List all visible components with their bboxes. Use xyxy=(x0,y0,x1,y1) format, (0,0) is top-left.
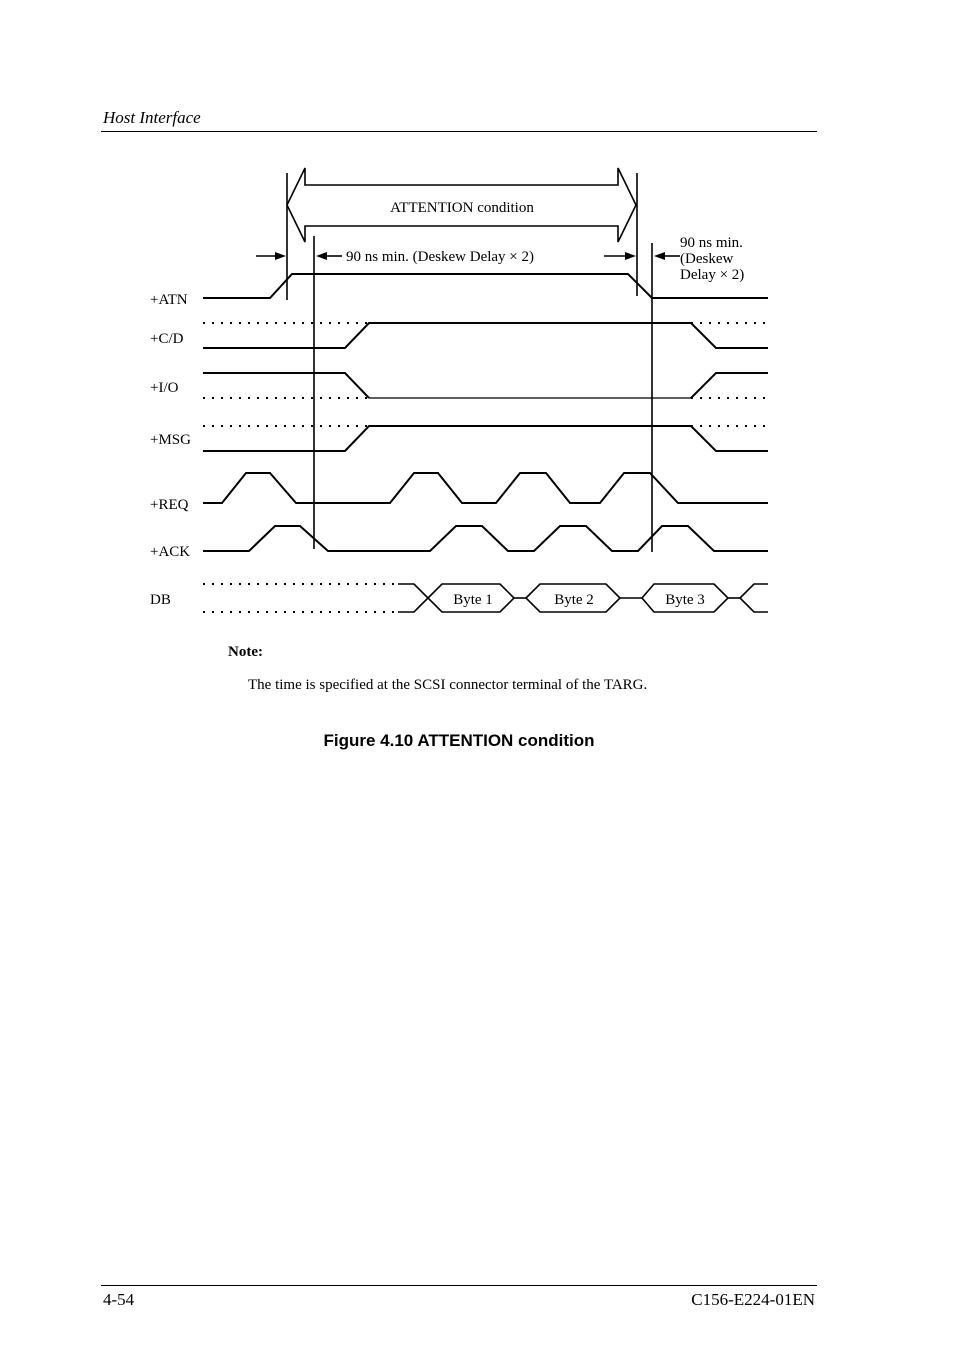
arrowhead xyxy=(316,252,327,260)
req-waveform xyxy=(203,473,768,503)
io-waveform xyxy=(691,373,768,398)
arrowhead xyxy=(654,252,665,260)
msg-waveform xyxy=(203,426,768,451)
signal-label: +C/D xyxy=(150,331,184,347)
footer-rule xyxy=(101,1285,817,1286)
signal-label: DB xyxy=(150,592,171,608)
signal-label: +ATN xyxy=(150,292,188,308)
attention-label: ATTENTION condition xyxy=(390,200,534,216)
note-text: The time is specified at the SCSI connector terminal of the TARG. xyxy=(248,677,648,693)
deskew-label-right: (Deskew xyxy=(680,251,734,267)
byte-label: Byte 3 xyxy=(665,592,705,608)
deskew-label-right: Delay × 2) xyxy=(680,267,745,283)
running-header: Host Interface xyxy=(103,108,201,127)
figure-caption: Figure 4.10 ATTENTION condition xyxy=(323,731,595,750)
byte-label: Byte 2 xyxy=(554,592,594,608)
io-waveform xyxy=(203,373,369,398)
signal-label: +ACK xyxy=(150,544,191,560)
page-number: 4-54 xyxy=(103,1290,135,1309)
ack-waveform xyxy=(203,526,768,551)
arrowhead xyxy=(275,252,286,260)
signal-label: +MSG xyxy=(150,432,191,448)
deskew-label-right: 90 ns min. xyxy=(680,235,743,251)
document-code: C156-E224-01EN xyxy=(691,1290,815,1309)
byte-label: Byte 1 xyxy=(453,592,493,608)
cd-waveform-low xyxy=(203,323,768,348)
signal-label: +REQ xyxy=(150,497,189,513)
arrowhead xyxy=(625,252,636,260)
signal-label: +I/O xyxy=(150,380,179,396)
note-heading: Note: xyxy=(228,644,263,660)
deskew-label-left: 90 ns min. (Deskew Delay × 2) xyxy=(346,249,535,265)
db-bus xyxy=(398,584,428,612)
